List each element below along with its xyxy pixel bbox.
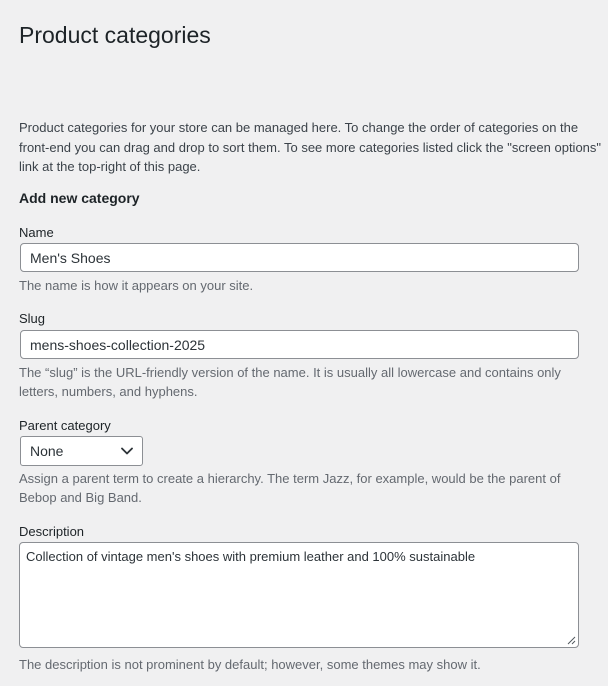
page-intro: Product categories for your store can be managed here. To change the order of categories on the front-end you can drag and drop to sort them. To see more categories listed click the "screen options" link at the top-right of this page. xyxy=(19,120,602,174)
description-label: Description xyxy=(19,524,85,539)
description-help-text: The description is not prominent by default; however, some themes may show it. xyxy=(19,657,481,672)
description-textarea[interactable] xyxy=(19,542,579,648)
slug-input[interactable] xyxy=(20,330,579,359)
name-input[interactable] xyxy=(20,243,579,272)
description-value: Collection of vintage men's shoes with premium leather and 100% sustainable xyxy=(26,549,476,564)
slug-help-text: The “slug” is the URL-friendly version of the name. It is usually all lowercase and contains only letters, numbers, and hyphens. xyxy=(19,365,561,399)
name-help-text: The name is how it appears on your site. xyxy=(19,278,254,293)
parent-category-label: Parent category xyxy=(19,418,111,433)
slug-label: Slug xyxy=(19,311,46,326)
parent-category-help-text: Assign a parent term to create a hierarchy. The term Jazz, for example, would be the parent of Bebop and Big Band. xyxy=(19,471,561,505)
chevron-down-icon xyxy=(121,446,133,456)
parent-category-selected-value: None xyxy=(30,443,64,459)
resize-handle-icon[interactable] xyxy=(566,635,576,645)
page-title: Product categories xyxy=(19,22,211,48)
add-new-category-heading: Add new category xyxy=(19,190,140,206)
name-label: Name xyxy=(19,225,54,240)
parent-category-select[interactable] xyxy=(20,436,143,466)
